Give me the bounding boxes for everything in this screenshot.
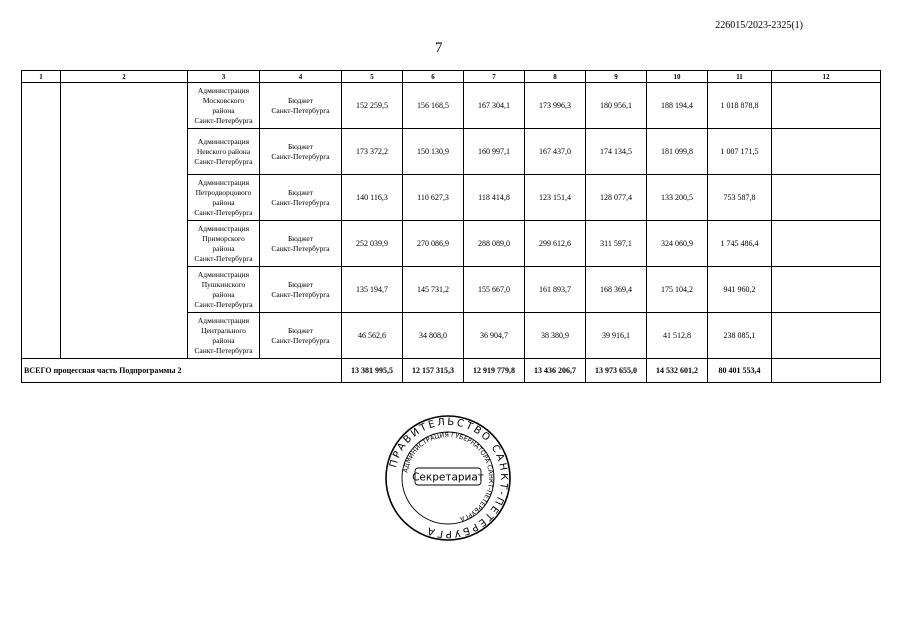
merged-cell-col2	[61, 83, 188, 359]
value-cell: 941 960,2	[708, 267, 772, 313]
value-cell: 41 512,8	[647, 313, 708, 359]
value-cell: 175 104,2	[647, 267, 708, 313]
value-cell: 46 562,6	[342, 313, 403, 359]
funding-source-line: Санкт-Петербурга	[271, 105, 330, 115]
value-cell: 155 667,0	[464, 267, 525, 313]
value-cell: 36 904,7	[464, 313, 525, 359]
funding-source-cell	[260, 83, 342, 129]
total-value: 13 973 655,0	[586, 359, 647, 383]
organization-line: Центрального	[201, 325, 246, 335]
organization-line: Администрация	[197, 315, 250, 325]
value-cell: 34 808,0	[403, 313, 464, 359]
column-header: 4	[260, 71, 342, 83]
value-cell: 311 597,1	[586, 221, 647, 267]
value-cell: 299 612,6	[525, 221, 586, 267]
column-header: 9	[586, 71, 647, 83]
funding-source-line: Санкт-Петербурга	[271, 335, 330, 345]
total-notes-cell	[772, 359, 881, 383]
value-cell: 135 194,7	[342, 267, 403, 313]
organization-line: Санкт-Петербурга	[194, 345, 253, 355]
value-cell: 174 134,5	[586, 129, 647, 175]
value-cell: 1 018 878,8	[708, 83, 772, 129]
organization-cell	[188, 267, 260, 313]
value-cell: 160 997,1	[464, 129, 525, 175]
organization-cell	[188, 313, 260, 359]
value-cell: 133 200,5	[647, 175, 708, 221]
value-cell: 238 085,1	[708, 313, 772, 359]
column-header: 1	[22, 71, 61, 83]
table-body	[22, 71, 881, 383]
funding-source-line: Санкт-Петербурга	[271, 289, 330, 299]
column-header: 7	[464, 71, 525, 83]
total-value: 13 381 995,5	[342, 359, 403, 383]
total-value: 14 532 601,2	[647, 359, 708, 383]
value-cell: 167 304,1	[464, 83, 525, 129]
organization-cell	[188, 83, 260, 129]
organization-line: района	[212, 197, 235, 207]
funding-source-line: Бюджет	[287, 95, 314, 105]
value-cell: 270 086,9	[403, 221, 464, 267]
organization-line: Санкт-Петербурга	[194, 156, 253, 166]
value-cell: 173 372,2	[342, 129, 403, 175]
column-header: 5	[342, 71, 403, 83]
value-cell: 140 116,3	[342, 175, 403, 221]
organization-line: Администрация	[197, 136, 250, 146]
value-cell: 288 089,0	[464, 221, 525, 267]
page-number: 7	[435, 40, 443, 56]
stamp-outer-text: ПРАВИТЕЛЬСТВО САНКТ-ПЕТЕРБУРГА	[388, 416, 510, 540]
organization-line: района	[212, 289, 235, 299]
value-cell: 180 956,1	[586, 83, 647, 129]
column-header: 8	[525, 71, 586, 83]
value-cell: 150 130,9	[403, 129, 464, 175]
organization-line: Администрация	[197, 177, 250, 187]
funding-source-cell	[260, 313, 342, 359]
funding-source-line: Санкт-Петербурга	[271, 151, 330, 161]
value-cell: 161 893,7	[525, 267, 586, 313]
stamp-inner-text: АДМИНИСТРАЦИЯ ГУБЕРНАТОРА САНКТ-ПЕТЕРБУРГА	[401, 430, 496, 524]
funding-source-cell	[260, 221, 342, 267]
funding-source-line: Санкт-Петербурга	[271, 243, 330, 253]
total-value: 13 436 206,7	[525, 359, 586, 383]
value-cell: 156 168,5	[403, 83, 464, 129]
value-cell: 123 151,4	[525, 175, 586, 221]
organization-line: Невского района	[196, 146, 251, 156]
table-row	[22, 83, 881, 129]
total-value: 12 157 315,3	[403, 359, 464, 383]
value-cell: 188 194,4	[647, 83, 708, 129]
funding-source-line: Бюджет	[287, 325, 314, 335]
organization-line: района	[212, 105, 235, 115]
organization-cell	[188, 175, 260, 221]
column-header: 10	[647, 71, 708, 83]
value-cell: 1 745 486,4	[708, 221, 772, 267]
header-row	[22, 71, 881, 83]
funding-source-line: Бюджет	[287, 187, 314, 197]
notes-cell	[772, 221, 881, 267]
value-cell: 324 060,9	[647, 221, 708, 267]
organization-line: района	[212, 335, 235, 345]
value-cell: 110 627,3	[403, 175, 464, 221]
funding-source-cell	[260, 129, 342, 175]
funding-source-cell	[260, 175, 342, 221]
value-cell: 118 414,8	[464, 175, 525, 221]
organization-line: Петродворцового	[195, 187, 252, 197]
stamp-center-label: Секретариат	[412, 471, 484, 484]
value-cell: 252 039,9	[342, 221, 403, 267]
column-header: 12	[772, 71, 881, 83]
column-header: 3	[188, 71, 260, 83]
value-cell: 39 916,1	[586, 313, 647, 359]
organization-cell	[188, 129, 260, 175]
notes-cell	[772, 175, 881, 221]
organization-line: Приморского	[202, 233, 245, 243]
organization-line: Администрация	[197, 269, 250, 279]
value-cell: 1 007 171,5	[708, 129, 772, 175]
organization-line: Санкт-Петербурга	[194, 253, 253, 263]
merged-cell-col1	[22, 83, 61, 359]
funding-source-line: Бюджет	[287, 141, 314, 151]
funding-source-line: Бюджет	[287, 233, 314, 243]
column-header: 2	[61, 71, 188, 83]
organization-line: района	[212, 243, 235, 253]
total-label: ВСЕГО процессная часть Подпрограммы 2	[22, 359, 342, 383]
notes-cell	[772, 83, 881, 129]
value-cell: 181 099,8	[647, 129, 708, 175]
total-value: 80 401 553,4	[708, 359, 772, 383]
value-cell: 167 437,0	[525, 129, 586, 175]
column-header: 11	[708, 71, 772, 83]
organization-line: Администрация	[197, 85, 250, 95]
notes-cell	[772, 267, 881, 313]
funding-source-cell	[260, 267, 342, 313]
official-stamp	[384, 414, 512, 542]
organization-line: Пушкинского	[201, 279, 246, 289]
organization-line: Санкт-Петербурга	[194, 207, 253, 217]
organization-line: Администрация	[197, 223, 250, 233]
organization-line: Санкт-Петербурга	[194, 299, 253, 309]
column-header: 6	[403, 71, 464, 83]
notes-cell	[772, 129, 881, 175]
value-cell: 753 587,8	[708, 175, 772, 221]
value-cell: 173 996,3	[525, 83, 586, 129]
funding-source-line: Санкт-Петербурга	[271, 197, 330, 207]
value-cell: 152 259,5	[342, 83, 403, 129]
organization-line: Санкт-Петербурга	[194, 115, 253, 125]
total-row	[22, 359, 881, 383]
document-id: 226015/2023-2325(1)	[715, 20, 803, 31]
value-cell: 38 380,9	[525, 313, 586, 359]
notes-cell	[772, 313, 881, 359]
budget-table	[21, 70, 881, 383]
value-cell: 145 731,2	[403, 267, 464, 313]
organization-cell	[188, 221, 260, 267]
funding-source-line: Бюджет	[287, 279, 314, 289]
value-cell: 128 077,4	[586, 175, 647, 221]
organization-line: Московского	[202, 95, 245, 105]
total-value: 12 919 779,8	[464, 359, 525, 383]
value-cell: 168 369,4	[586, 267, 647, 313]
